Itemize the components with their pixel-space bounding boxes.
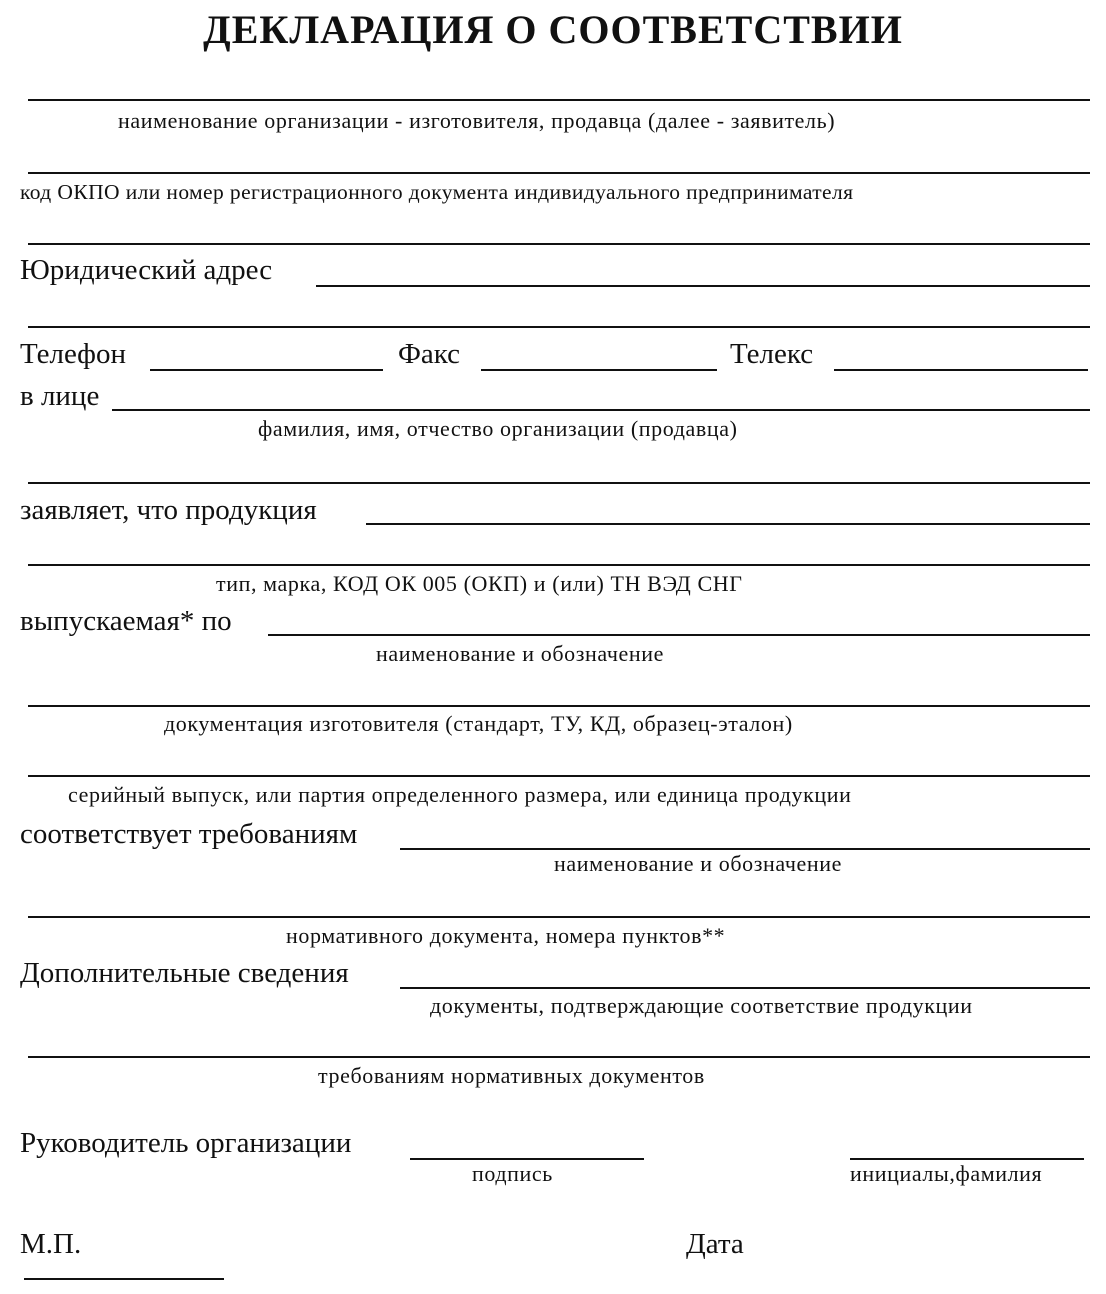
product-field[interactable] [366,523,1090,525]
requirements-field[interactable] [400,848,1090,850]
fax-label: Факс [398,338,461,370]
batch-hint: серийный выпуск, или партия определенного размера, или единица продукции [68,782,852,807]
produced-by-label: выпускаемая* по [20,605,232,637]
name-designation-hint-2: наименование и обозначение [554,851,843,876]
initials-field[interactable] [850,1158,1084,1160]
product-type-hint: тип, марка, КОД ОК 005 (ОКП) и (или) ТН ВЭД СНГ [216,571,743,596]
signature-field[interactable] [410,1158,644,1160]
head-label: Руководитель организации [20,1127,352,1159]
person-hint: фамилия, имя, отчество организации (продавца) [258,416,738,441]
additional-info-field[interactable] [400,987,1090,989]
declares-label: заявляет, что продукция [20,494,317,526]
phone-field[interactable] [150,369,383,371]
manufacturer-docs-hint: документация изготовителя (стандарт, ТУ, КД, образец-эталон) [164,711,793,736]
additional-info-field-2[interactable] [28,1056,1090,1058]
okpo-hint: код ОКПО или номер регистрационного документа индивидуального предпринимателя [20,180,854,204]
okpo-extra-line[interactable] [28,243,1090,245]
signature-hint: подпись [472,1161,553,1186]
legal-address-field[interactable] [316,285,1090,287]
manufacturer-docs-field[interactable] [28,705,1090,707]
normative-doc-hint: нормативного документа, номера пунктов** [286,923,726,948]
requirements-hint: требованиям нормативных документов [318,1063,705,1088]
page-title: ДЕКЛАРАЦИЯ О СООТВЕТСТВИИ [203,7,903,52]
complies-label: соответствует требованиям [20,818,358,850]
produced-by-field[interactable] [268,634,1090,636]
confirming-docs-hint: документы, подтверждающие соответствие продукции [430,993,973,1018]
representative-field-2[interactable] [28,482,1090,484]
okpo-field[interactable] [28,172,1090,174]
date-label: Дата [686,1228,744,1260]
fax-field[interactable] [481,369,717,371]
initials-hint: инициалы,фамилия [850,1161,1043,1186]
stamp-date-field[interactable] [24,1278,224,1280]
phone-label: Телефон [20,338,126,370]
stamp-label: М.П. [20,1228,82,1260]
represented-by-label: в лице [20,380,100,412]
telex-label: Телекс [730,338,814,370]
legal-address-label: Юридический адрес [20,254,273,286]
product-field-2[interactable] [28,564,1090,566]
name-designation-hint-1: наименование и обозначение [376,641,665,666]
telex-field[interactable] [834,369,1088,371]
org-name-hint: наименование организации - изготовителя, продавца (далее - заявитель) [118,108,836,133]
batch-field[interactable] [28,775,1090,777]
additional-info-label: Дополнительные сведения [20,957,349,989]
normative-doc-field[interactable] [28,916,1090,918]
org-name-field[interactable] [28,99,1090,101]
representative-field[interactable] [112,409,1090,411]
legal-address-field-2[interactable] [28,326,1090,328]
